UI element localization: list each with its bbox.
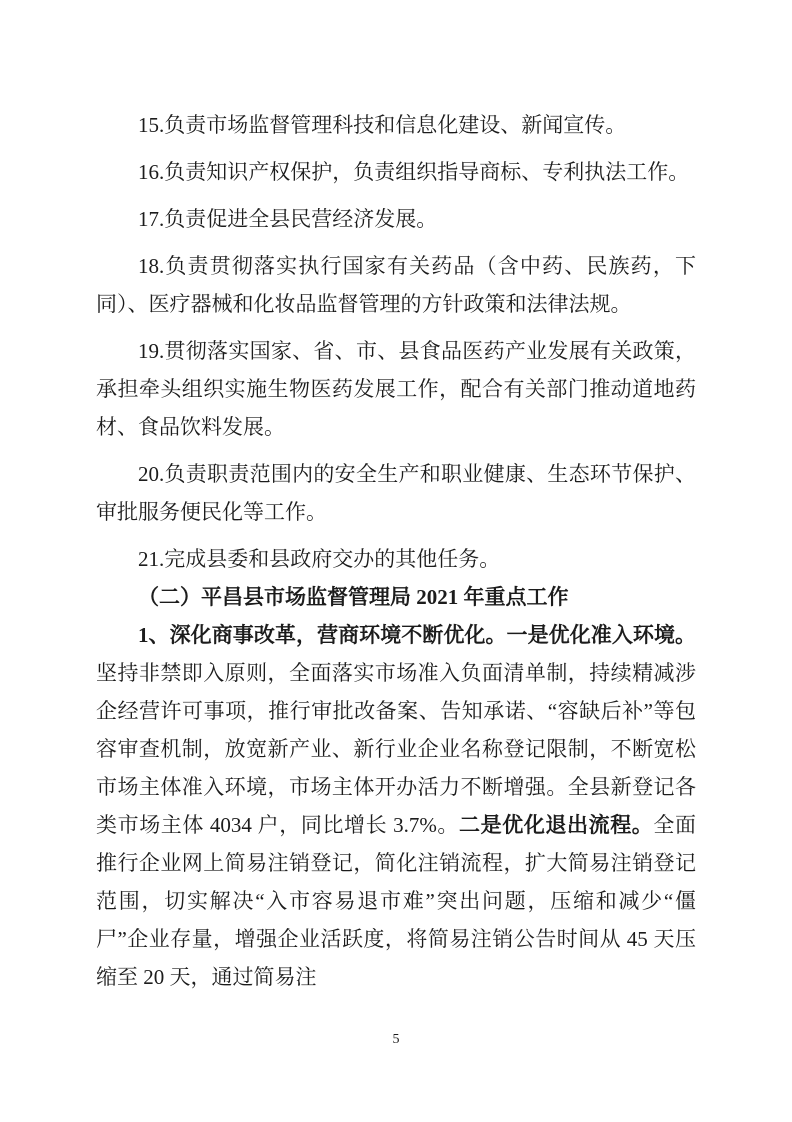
list-item-21: 21.完成县委和县政府交办的其他任务。 xyxy=(138,547,501,571)
list-item-20: 20.负责职责范围内的安全生产和职业健康、生态环节保护、审批服务便民化等工作。 xyxy=(96,462,696,524)
page-number: 5 xyxy=(392,1032,400,1047)
list-item-18: 18.负责贯彻落实执行国家有关药品（含中药、民族药，下同）、医疗器械和化妆品监督管理的方针政策和法律法规。 xyxy=(96,254,696,316)
text-segment: 全面推行企业网上简易注销登记，简化注销流程，扩大简易注销登记范围，切实解决“入市容易退市难”突出问题，压缩和减少“僵尸”企业存量，增强企业活跃度，将简易注销公告时间从 45 天压缩至 20 天，通过简易注 xyxy=(96,813,697,989)
section-heading: （二）平昌县市场监督管理局 2021 年重点工作 xyxy=(138,585,569,609)
list-item-16: 16.负责知识产权保护，负责组织指导商标、专利执法工作。 xyxy=(138,160,690,184)
body-paragraph xyxy=(96,616,696,996)
list-item-15: 15.负责市场监督管理科技和信息化建设、新闻宣传。 xyxy=(138,113,627,137)
text-segment-bold: 1、深化商事改革，营商环境不断优化。一是优化准入环境。 xyxy=(138,623,696,647)
list-item-19: 19.贯彻落实国家、省、市、县食品医药产业发展有关政策，承担牵头组织实施生物医药发展工作，配合有关部门推动道地药材、食品饮料发展。 xyxy=(96,339,696,439)
text-segment-bold: 二是优化退出流程。 xyxy=(459,813,654,837)
document-content xyxy=(96,106,696,996)
list-item-17: 17.负责促进全县民营经济发展。 xyxy=(138,207,438,231)
text-segment: 坚持非禁即入原则，全面落实市场准入负面清单制，持续精减涉企经营许可事项，推行审批改备案、告知承诺、“容缺后补”等包容审查机制，放宽新产业、新行业企业名称登记限制，不断宽松市场主体准入环境，市场主体开办活力不断增强。全县新登记各类市场主体 4034 户，同比增长 3.7%。 xyxy=(96,661,696,837)
